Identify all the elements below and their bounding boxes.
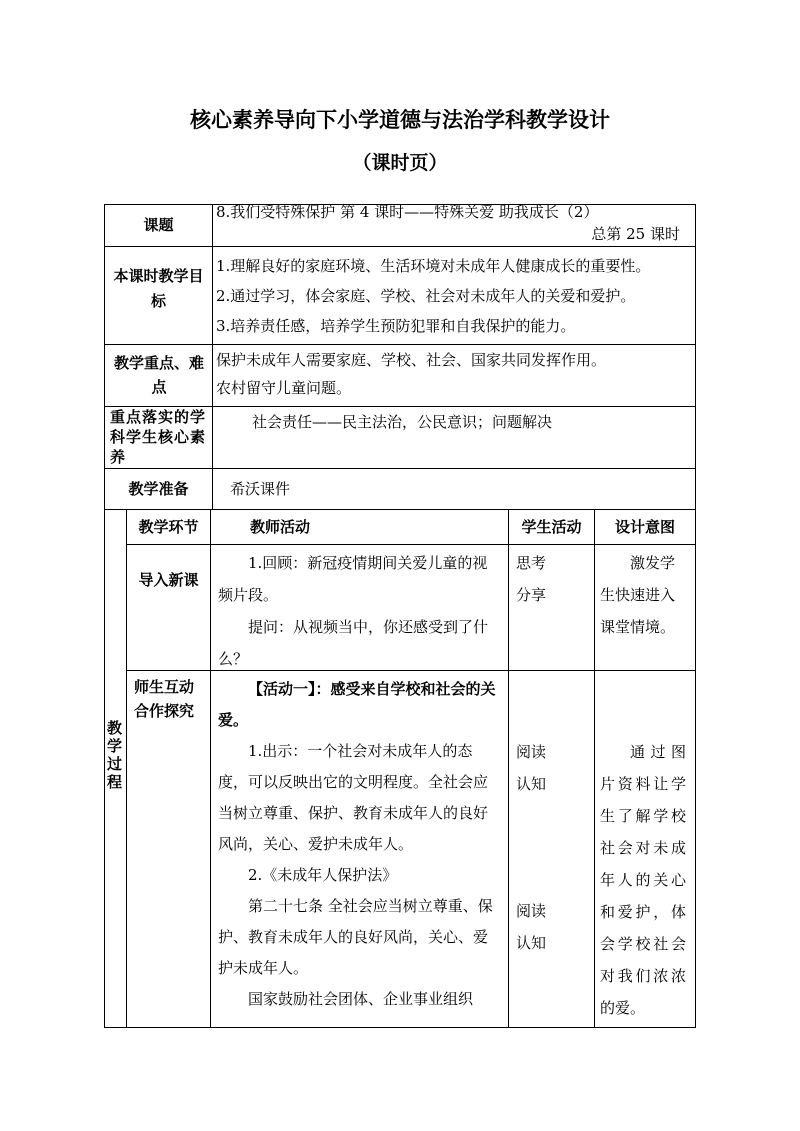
explore-teacher: [218, 674, 502, 1015]
intro-teacher-line: 提问：从视频当中，你还感受到了什么？: [218, 618, 489, 668]
explore-student-2: [516, 895, 586, 959]
intro-teacher: [218, 547, 502, 675]
intro-teacher-line: 1.回顾：新冠疫情期间关爱儿童的视频片段。: [218, 554, 488, 604]
grid-line: [508, 509, 509, 1028]
objective-item: 2.通过学习，体会家庭、学校、社会对未成年人的关爱和爱护。: [216, 287, 636, 305]
keypoint-item: 保护未成年人需要家庭、学校、社会、国家共同发挥作用。: [216, 351, 607, 369]
grid-line: [104, 468, 696, 469]
intro-stage: 导入新课: [138, 571, 199, 589]
header-student: 学生活动: [521, 518, 582, 536]
grid-line: [126, 544, 696, 545]
literacy-label: 重点落实的学科学生核心素养: [110, 408, 207, 466]
process-label: 教学过程: [105, 720, 123, 792]
topic-label: 课题: [143, 216, 174, 234]
grid-line: [210, 509, 211, 1028]
objective-item: 1.理解良好的家庭环境、生活环境对未成年人健康成长的重要性。: [216, 257, 651, 275]
explore-teacher-line: 第二十七条 全社会应当树立尊重、保护、教育未成年人的良好风尚，关心、爱护未成年人。: [218, 897, 493, 977]
explore-stage: 师生互动合作探究: [134, 678, 195, 720]
objective-item: 3.培养责任感，培养学生预防犯罪和自我保护的能力。: [216, 317, 576, 335]
intro-student: [516, 547, 586, 611]
explore-teacher-line: 国家鼓励社会团体、企业事业组织: [248, 990, 474, 1008]
explore-student-line: 认知: [516, 934, 547, 952]
header-teacher: 教师活动: [250, 518, 311, 536]
grid-line: [104, 344, 696, 345]
grid-line: [695, 204, 696, 1028]
topic-total: 总第 25 课时: [591, 225, 680, 243]
explore-teacher-line: 2.《未成年人保护法》: [248, 866, 398, 884]
preparation-value: 希沃课件: [230, 480, 291, 498]
explore-intent-text: 通过图片资料让学生了解学校社会对未成年人的关心和爱护，体会学校社会对我们浓浓的爱。: [600, 743, 686, 1017]
explore-student-line: 阅读: [516, 743, 547, 761]
page-title: 核心素养导向下小学道德与法治学科教学设计: [190, 108, 610, 132]
grid-line: [212, 204, 213, 468]
grid-line: [104, 1027, 696, 1028]
keypoints-label: 教学重点、难点: [113, 354, 204, 396]
intro-intent: [600, 547, 684, 643]
explore-intent: [600, 736, 686, 1024]
header-intent: 设计意图: [614, 518, 675, 536]
explore-teacher-line: 1.出示：一个社会对未成年人的态度，可以反映出它的文明程度。全社会应当树立尊重、保护、教育未成年人的良好风尚，关心、爱护未成年人。: [218, 742, 489, 853]
objectives-label: 本课时教学目标: [113, 267, 204, 310]
explore-student-line: 阅读: [516, 902, 547, 920]
explore-student-line: 认知: [516, 775, 547, 793]
intro-student-line: 分享: [516, 586, 547, 604]
grid-line: [104, 204, 105, 1028]
grid-line: [594, 509, 595, 1028]
keypoints-list: [216, 346, 692, 402]
grid-line: [104, 246, 696, 247]
header-stage: 教学环节: [138, 518, 199, 536]
literacy-value: 社会责任——民主法治，公民意识；问题解决: [252, 413, 553, 431]
keypoint-item: 农村留守儿童问题。: [216, 379, 352, 397]
page-subtitle: （课时页）: [352, 152, 448, 174]
grid-line: [212, 468, 213, 509]
preparation-label: 教学准备: [128, 480, 189, 498]
activity-title: 【活动一】：感受来自学校和社会的关爱。: [218, 680, 496, 729]
topic-value: 8.我们受特殊保护 第 4 课时——特殊关爱 助我成长（2）: [216, 203, 599, 221]
intro-intent-text: 激发学生快速进入课堂情境。: [600, 554, 676, 636]
explore-student-1: [516, 736, 586, 800]
intro-student-line: 思考: [516, 554, 547, 572]
objectives-list: [216, 251, 692, 341]
grid-line: [104, 509, 696, 510]
